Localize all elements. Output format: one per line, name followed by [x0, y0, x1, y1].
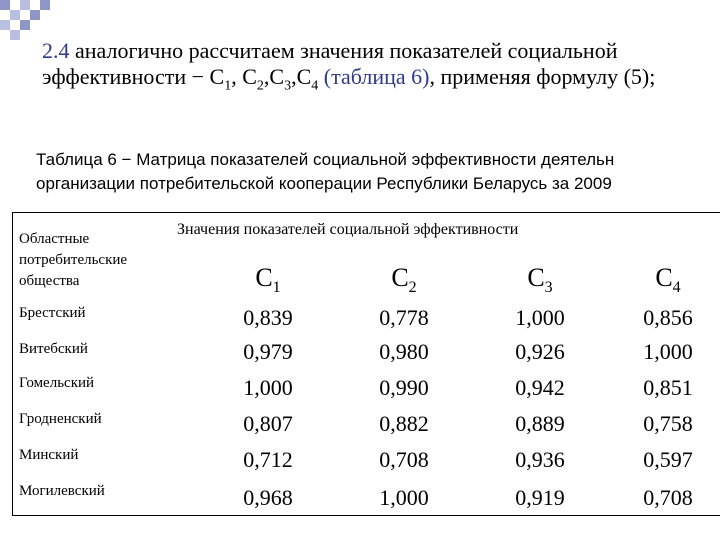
step-number: 2.4: [42, 38, 70, 63]
table-cell: 1,000: [643, 339, 693, 364]
row-name: Минский: [19, 447, 79, 463]
table-cell: 0,778: [379, 305, 429, 330]
column-header: $С_2$: [391, 263, 417, 297]
column-header: $С_1$: [255, 263, 281, 297]
column-header: $С_3$: [527, 263, 553, 297]
decorative-square: [0, 0, 10, 10]
subscript: 4: [311, 78, 319, 94]
decorative-square: [40, 0, 50, 10]
table-cell: 0,597: [643, 447, 693, 472]
table-cell: 0,942: [515, 375, 565, 400]
table-cell: 1,000: [515, 305, 565, 330]
decorative-square: [20, 20, 30, 30]
efficiency-table: [12, 212, 720, 516]
table-cell: 0,758: [643, 411, 693, 436]
table-cell: 0,968: [243, 485, 293, 510]
row-name: Гомельский: [19, 375, 95, 391]
caption-line: организации потребительской кооперации Республики Беларусь за 2009: [36, 174, 612, 193]
decorative-square: [10, 30, 20, 40]
column-header: $С_4$: [655, 263, 681, 297]
table-cell: 0,919: [515, 485, 565, 510]
row-name: Гродненский: [19, 411, 102, 427]
table-cell: 0,990: [379, 375, 429, 400]
subscript: 3: [284, 78, 292, 94]
group-header: Значения показателей социальной эффективности: [177, 221, 519, 238]
decorative-square: [30, 10, 40, 20]
table-cell: 0,712: [243, 447, 293, 472]
decorative-square: [0, 20, 10, 30]
intro-text: аналогично рассчитаем значения показателей социальной эффективности − С: [42, 38, 618, 89]
intro-paragraph: 2.4 аналогично рассчитаем значения показателей социальной эффективности − $С_1$, $С_2,С_3,С_4$ (таблица 6), применяя формулу (5);: [42, 38, 656, 94]
table-cell: 0,856: [643, 305, 693, 330]
table-cell: 0,708: [643, 485, 693, 510]
table-caption: [36, 148, 720, 196]
name-column-header: Областные потребительские общества: [19, 231, 128, 289]
table-cell: 0,936: [515, 447, 565, 472]
table-cell: 0,926: [515, 339, 565, 364]
decorative-square: [20, 0, 30, 10]
table-cell: 0,980: [379, 339, 429, 364]
table-cell: 0,807: [243, 411, 293, 436]
table-cell: 0,839: [243, 305, 293, 330]
table-cell: 1,000: [379, 485, 429, 510]
row-name: Брестский: [19, 305, 86, 321]
table-cell: 0,882: [379, 411, 429, 436]
table-cell: 0,851: [643, 375, 693, 400]
row-name: Могилевский: [19, 483, 105, 499]
row-name: Витебский: [19, 341, 88, 357]
caption-line: Таблица 6 − Матрица показателей социальной эффективности деятельн: [36, 150, 615, 169]
table-cell: 1,000: [243, 375, 293, 400]
table-cell: 0,708: [379, 447, 429, 472]
decorative-square: [10, 10, 20, 20]
table-cell: 0,889: [515, 411, 565, 436]
intro-text-end: , применяя формулу (5);: [429, 64, 656, 89]
subscript: 2: [256, 78, 264, 94]
subscript: 1: [224, 78, 232, 94]
table-cell: 0,979: [243, 339, 293, 364]
table-reference: (таблица 6): [323, 64, 430, 89]
